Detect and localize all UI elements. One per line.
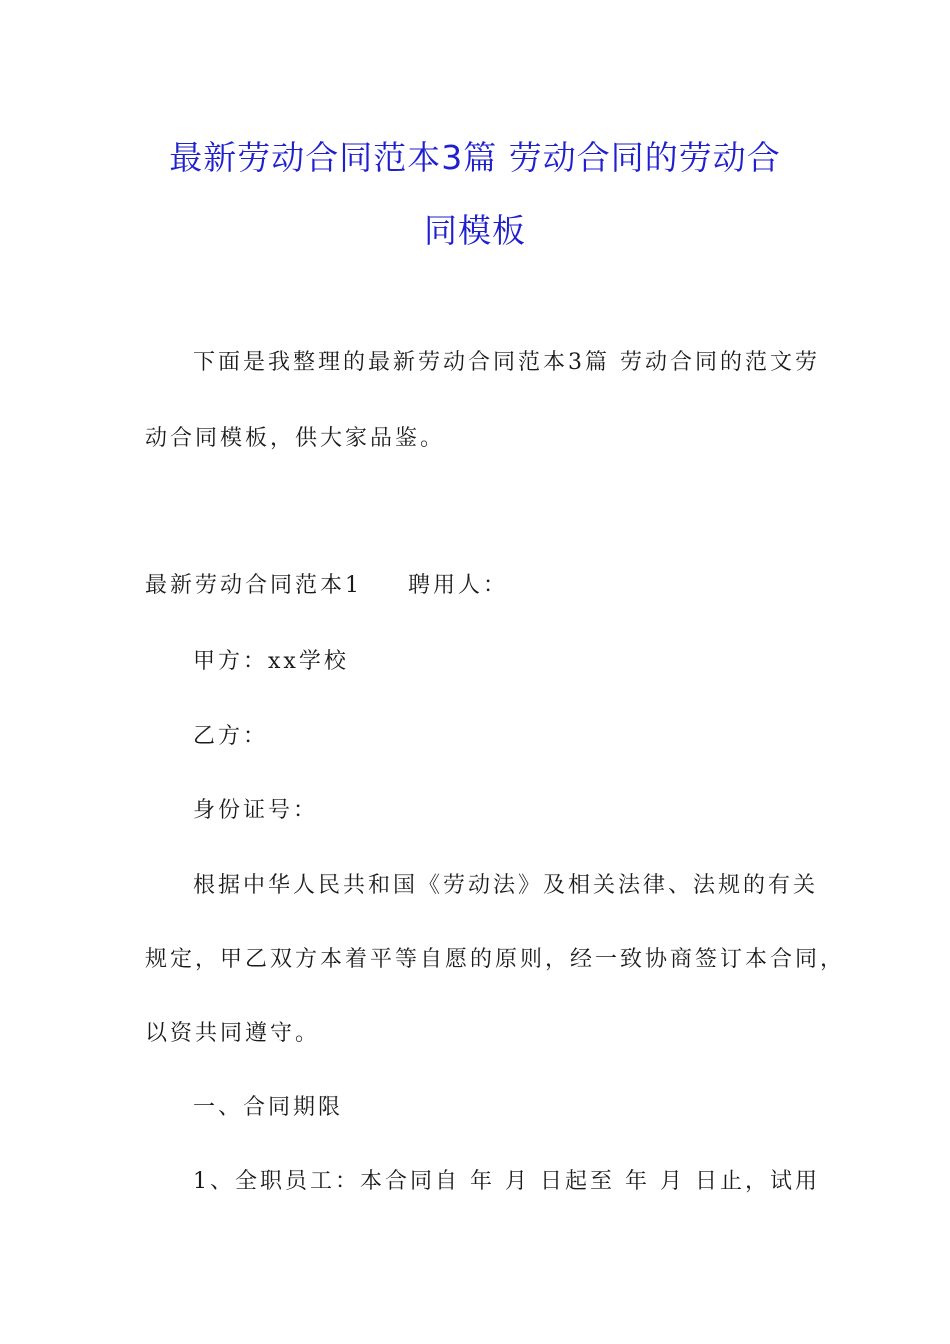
section-heading-row	[145, 568, 508, 599]
term-item-1: 1、全职员工：本合同自 年 月 日起至 年 月 日止，试用	[193, 1169, 820, 1194]
section-heading: 最新劳动合同范本1	[145, 573, 362, 598]
intro-line-1: 下面是我整理的最新劳动合同范本3篇 劳动合同的范文劳	[193, 350, 820, 375]
document-title-line-1: 最新劳动合同范本3篇 劳动合同的劳动合	[169, 138, 781, 177]
preamble-line-2: 规定，甲乙双方本着平等自愿的原则，经一致协商签订本合同，	[145, 947, 846, 972]
preamble-line-1: 根据中华人民共和国《劳动法》及相关法律、法规的有关	[193, 873, 819, 898]
party-b-field: 乙方：	[193, 724, 269, 749]
preamble-line-3: 以资共同遵守。	[145, 1021, 321, 1046]
intro-line-2: 动合同模板，供大家品鉴。	[145, 426, 446, 451]
term-heading: 一、合同期限	[193, 1095, 344, 1120]
document-title-line-2: 同模板	[424, 211, 526, 250]
party-a-field: 甲方：xx学校	[193, 649, 349, 674]
employer-label: 聘用人：	[408, 573, 509, 598]
id-number-field: 身份证号：	[193, 798, 319, 823]
